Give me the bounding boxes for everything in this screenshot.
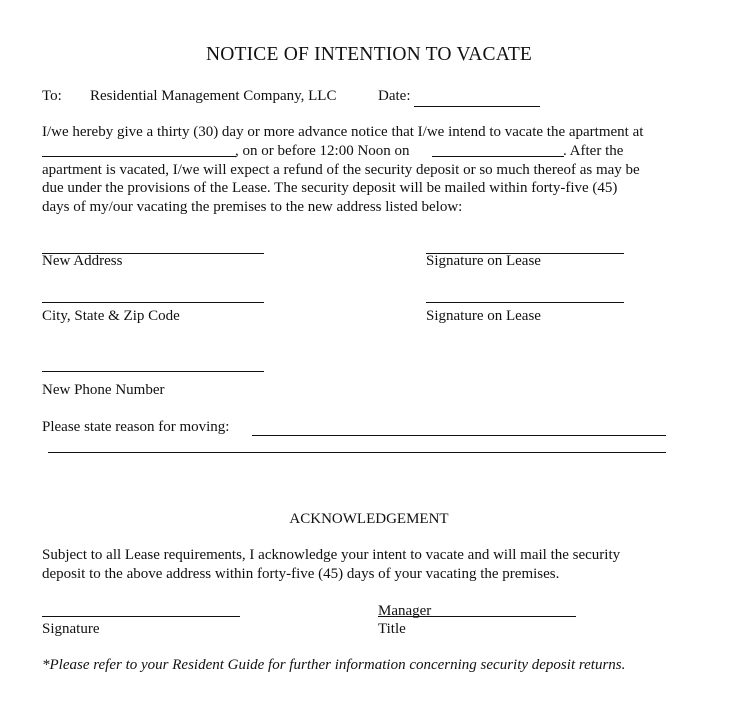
footnote: *Please refer to your Resident Guide for further information concerning security deposit returns. <box>42 657 626 673</box>
new-address-label: New Address <box>42 253 123 269</box>
body-line-3: apartment is vacated, I/we will expect a refund of the security deposit or so much thereof as may be <box>42 162 640 178</box>
city-state-zip-field-line[interactable] <box>42 302 264 303</box>
body-line-1: I/we hereby give a thirty (30) day or more advance notice that I/we intend to vacate the apartment at <box>42 124 644 140</box>
title-label: Title <box>378 621 406 637</box>
city-state-zip-label: City, State & Zip Code <box>42 308 180 324</box>
ack-line-2: deposit to the above address within forty-five (45) days of your vacating the premises. <box>42 566 560 582</box>
new-phone-field-line[interactable] <box>42 371 264 372</box>
apartment-address-field-line[interactable] <box>42 156 236 157</box>
body-line-2-end: . After the <box>563 143 624 159</box>
signature-on-lease-2-label: Signature on Lease <box>426 308 541 324</box>
reason-label: Please state reason for moving: <box>42 419 230 435</box>
date-label: Date: <box>378 88 411 104</box>
ack-line-1: Subject to all Lease requirements, I acknowledge your intent to vacate and will mail the security <box>42 547 621 563</box>
signature-label: Signature <box>42 621 100 637</box>
manager-title-value: Manager <box>378 603 432 619</box>
page-title: NOTICE OF INTENTION TO VACATE <box>205 44 533 65</box>
body-line-2-mid: , on or before 12:00 Noon on <box>235 143 410 159</box>
vacate-date-field-line[interactable] <box>432 156 564 157</box>
reason-field-line-1[interactable] <box>252 435 666 436</box>
to-recipient: Residential Management Company, LLC <box>90 88 337 104</box>
acknowledgement-heading: ACKNOWLEDGEMENT <box>289 511 449 527</box>
title-field-line[interactable] <box>378 616 576 617</box>
signature-on-lease-1-label: Signature on Lease <box>426 253 541 269</box>
body-line-4: due under the provisions of the Lease. The security deposit will be mailed within forty-five (45) <box>42 180 618 196</box>
manager-signature-field-line[interactable] <box>42 616 240 617</box>
body-line-5: days of my/our vacating the premises to the new address listed below: <box>42 199 463 215</box>
to-label: To: <box>42 88 62 104</box>
date-field-line[interactable] <box>414 106 540 107</box>
reason-field-line-2[interactable] <box>48 452 666 453</box>
signature-on-lease-2-field-line[interactable] <box>426 302 624 303</box>
new-phone-label: New Phone Number <box>42 382 165 398</box>
